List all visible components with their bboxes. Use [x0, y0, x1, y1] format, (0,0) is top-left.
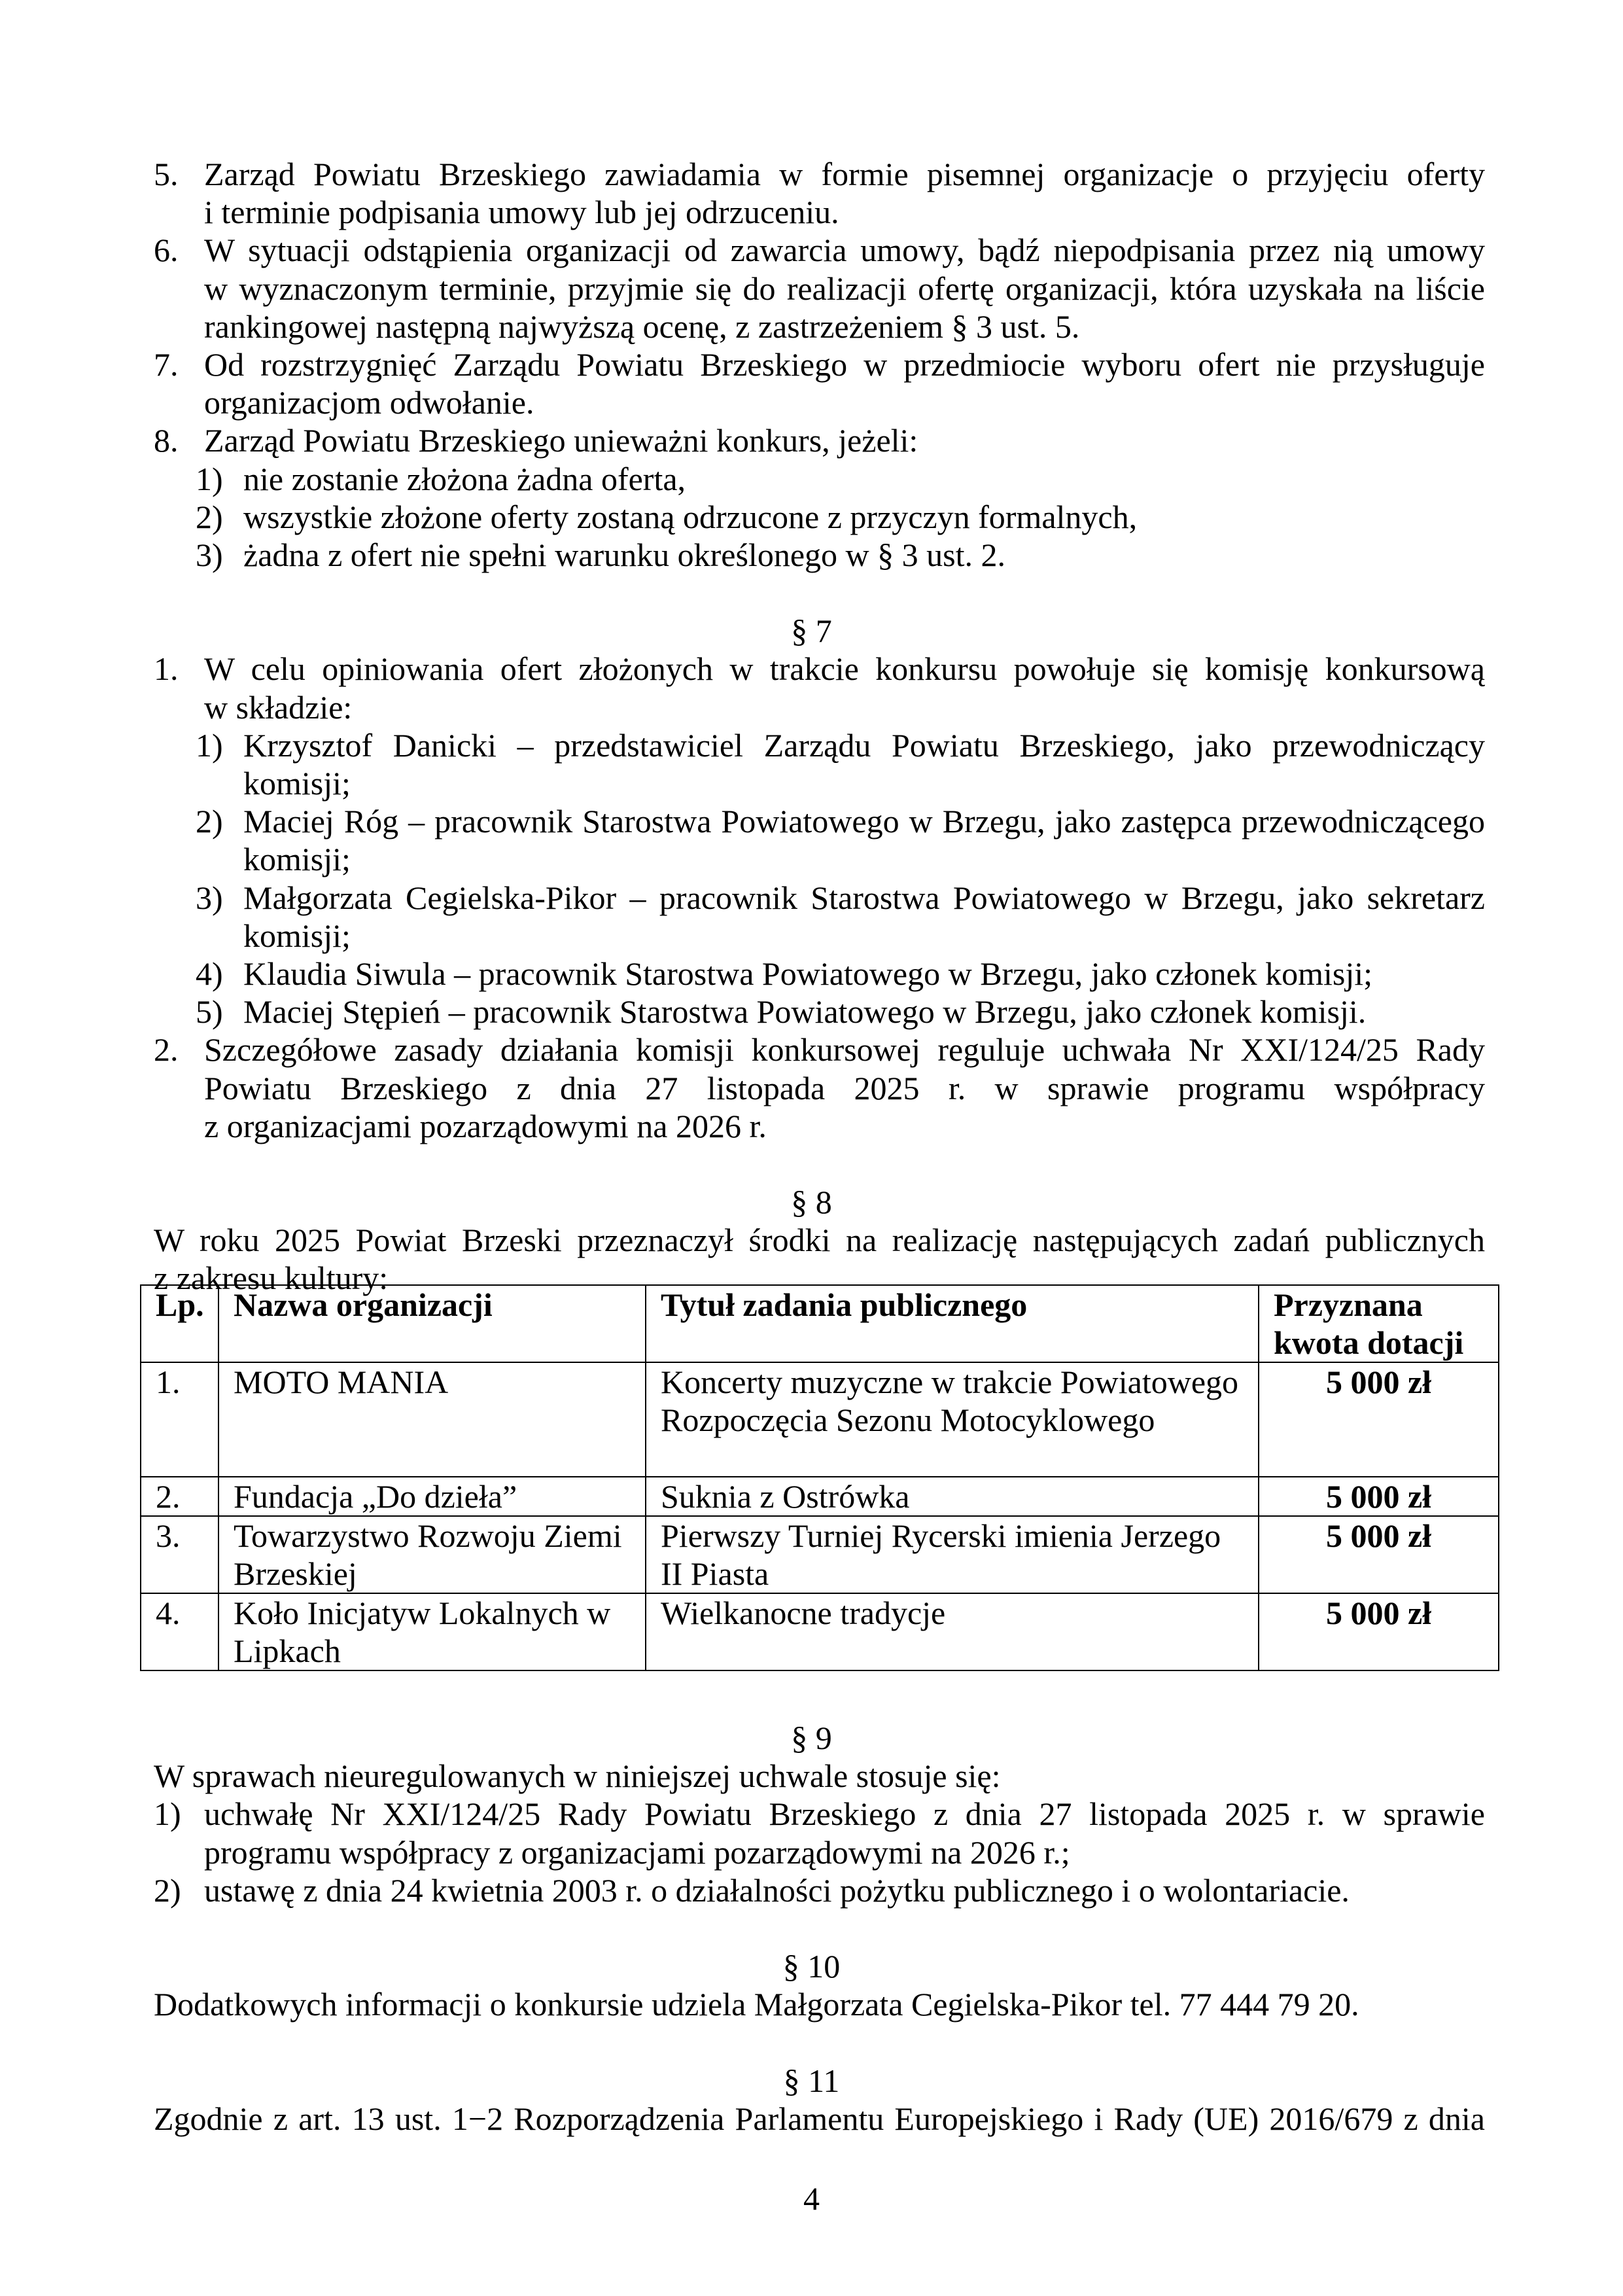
cell-task: Pierwszy Turniej Rycerski imienia Jerzego II Piasta — [646, 1516, 1259, 1593]
cell-task: Koncerty muzyczne w trakcie Powiatowego Rozpoczęcia Sezonu Motocyklowego — [646, 1362, 1259, 1477]
sub-number: 3) — [196, 536, 223, 573]
cell-org: Koło Inicjatyw Lokalnych w Lipkach — [218, 1593, 646, 1670]
sub-text: Maciej Stępień – pracownik Starostwa Powiatowego w Brzegu, jako członek komisji. — [243, 993, 1367, 1031]
sub-number: 2) — [196, 803, 223, 840]
list-text-cont — [0, 270, 1623, 308]
list-item-1 — [0, 650, 1623, 688]
sub-text: Małgorzata Cegielska-Pikor – pracownik Starostwa Powiatowego w Brzegu, jako sekretarz — [243, 879, 1485, 916]
sub-item-1 — [0, 460, 1623, 498]
cell-org: Fundacja „Do dzieła” — [218, 1477, 646, 1516]
list-number: 7. — [154, 345, 179, 383]
sub-number: 4) — [196, 955, 223, 992]
header-grant-amount: Przyznana kwota dotacji — [1259, 1285, 1499, 1362]
cell-lp: 2. — [141, 1477, 218, 1516]
cell-amount: 5 000 zł — [1259, 1593, 1499, 1670]
list-text: i terminie podpisania umowy lub jej odrzuceniu. — [204, 194, 839, 231]
sub-text: Klaudia Siwula – pracownik Starostwa Powiatowego w Brzegu, jako członek komisji; — [243, 955, 1373, 992]
sub-number: 2) — [196, 498, 223, 535]
list-text: W celu opiniowania ofert złożonych w trakcie konkursu powołuje się komisję konkursową — [204, 650, 1485, 688]
page-number: 4 — [803, 2180, 820, 2217]
list-text-cont — [0, 383, 1623, 421]
table-row — [141, 1516, 1499, 1593]
member-item-3 — [0, 879, 1623, 917]
sub-text: żadna z ofert nie spełni warunku określonego w § 3 ust. 2. — [243, 536, 1005, 573]
sub-number: 1) — [196, 726, 223, 764]
paragraph-line — [0, 1757, 1623, 1795]
paragraph-text: Dodatkowych informacji o konkursie udziela Małgorzata Cegielska-Pikor tel. 77 444 79 20. — [154, 1986, 1359, 2023]
table-header-row — [141, 1285, 1499, 1362]
section-heading-10 — [0, 1947, 1623, 1985]
paragraph-text: Zgodnie z art. 13 ust. 1−2 Rozporządzenia Parlamentu Europejskiego i Rady (UE) 2016/679 z dnia — [154, 2100, 1485, 2137]
blank-line — [0, 2024, 1623, 2062]
section-heading-text: § 11 — [783, 2062, 840, 2099]
section-heading-text: § 7 — [791, 612, 832, 650]
section-heading-text: § 8 — [791, 1184, 832, 1221]
list-item-6 — [0, 231, 1623, 269]
header-task-title: Tytuł zadania publicznego — [646, 1285, 1259, 1362]
cell-lp: 1. — [141, 1362, 218, 1477]
paragraph-text: W sprawach nieuregulowanych w niniejszej uchwale stosuje się: — [154, 1757, 1001, 1795]
list-text: Powiatu Brzeskiego z dnia 27 listopada 2025 r. w sprawie programu współpracy — [204, 1069, 1485, 1106]
blank-line — [0, 574, 1623, 612]
blank-line — [0, 1909, 1623, 1947]
list-text: programu współpracy z organizacjami pozarządowymi na 2026 r.; — [204, 1833, 1070, 1871]
header-org-name: Nazwa organizacji — [218, 1285, 646, 1362]
cell-amount: 5 000 zł — [1259, 1477, 1499, 1516]
cell-amount: 5 000 zł — [1259, 1362, 1499, 1477]
member-item-2 — [0, 802, 1623, 840]
sub-text: wszystkie złożone oferty zostaną odrzucone z przyczyn formalnych, — [243, 498, 1138, 535]
sub-item-2 — [0, 498, 1623, 536]
list-text: z organizacjami pozarządowymi na 2026 r. — [204, 1107, 767, 1144]
list-text-cont — [0, 308, 1623, 345]
list-item-8 — [0, 421, 1623, 459]
sub-text: nie zostanie złożona żadna oferta, — [243, 460, 686, 497]
sub-text-cont — [0, 840, 1623, 878]
member-item-1 — [0, 726, 1623, 764]
paragraph-text: z zakresu kultury: — [154, 1260, 389, 1297]
sub-number: 5) — [196, 993, 223, 1031]
list-text: Zarząd Powiatu Brzeskiego unieważni konkurs, jeżeli: — [204, 422, 918, 459]
list-number: 6. — [154, 232, 179, 269]
document-body-top — [0, 155, 1623, 1298]
cell-lp: 4. — [141, 1593, 218, 1670]
section-heading-9 — [0, 1719, 1623, 1757]
cell-amount: 5 000 zł — [1259, 1516, 1499, 1593]
list-text: Od rozstrzygnięć Zarządu Powiatu Brzeskiego w przedmiocie wyboru ofert nie przysługuje — [204, 345, 1485, 383]
blank-line — [0, 1145, 1623, 1183]
section-heading-7 — [0, 612, 1623, 650]
grants-table — [140, 1284, 1499, 1671]
list-number: 1) — [154, 1795, 181, 1833]
table-row — [141, 1593, 1499, 1670]
sub-text-cont — [0, 764, 1623, 802]
section-heading-text: § 10 — [782, 1948, 841, 1985]
sub-item-3 — [0, 536, 1623, 574]
list-text: w wyznaczonym terminie, przyjmie się do realizacji ofertę organizacji, która uzyskała na liście — [204, 270, 1485, 307]
sub-text: komisji; — [243, 917, 351, 954]
table-row — [141, 1477, 1499, 1516]
list-text: w składzie: — [204, 688, 353, 726]
sub-text-cont — [0, 917, 1623, 955]
list-text: uchwałę Nr XXI/124/25 Rady Powiatu Brzeskiego z dnia 27 listopada 2025 r. w sprawie — [204, 1795, 1485, 1833]
sub-text: Krzysztof Danicki – przedstawiciel Zarządu Powiatu Brzeskiego, jako przewodniczący — [243, 726, 1485, 764]
list-text-cont — [0, 1107, 1623, 1145]
list-number: 2) — [154, 1871, 181, 1909]
list-item-2 — [0, 1031, 1623, 1069]
sub-text: komisji; — [243, 841, 351, 878]
member-item-4 — [0, 955, 1623, 993]
paragraph-line — [0, 1221, 1623, 1259]
list-number: 2. — [154, 1031, 179, 1069]
list-text-cont — [0, 193, 1623, 231]
list-text: W sytuacji odstąpienia organizacji od zawarcia umowy, bądź niepodpisania przez nią umowy — [204, 232, 1485, 269]
list-number: 5. — [154, 156, 179, 192]
sub-number: 1) — [196, 460, 223, 497]
cell-org: Towarzystwo Rozwoju Ziemi Brzeskiej — [218, 1516, 646, 1593]
cell-org: MOTO MANIA — [218, 1362, 646, 1477]
list-number: 8. — [154, 422, 179, 459]
list-text: Zarząd Powiatu Brzeskiego zawiadamia w formie pisemnej organizacje o przyjęciu oferty — [204, 156, 1485, 192]
section-heading-text: § 9 — [791, 1720, 832, 1756]
sub-text: komisji; — [243, 765, 351, 802]
list-item-5 — [0, 155, 1623, 193]
header-lp: Lp. — [141, 1285, 218, 1362]
paragraph-line — [0, 1985, 1623, 2023]
list-text-cont — [0, 1833, 1623, 1871]
sub-number: 3) — [196, 879, 223, 916]
table-row — [141, 1362, 1499, 1477]
member-item-5 — [0, 993, 1623, 1031]
section-heading-8 — [0, 1183, 1623, 1221]
list-item-7 — [0, 345, 1623, 383]
list-number: 1. — [154, 650, 179, 688]
paragraph-line — [0, 2100, 1623, 2138]
list-text: rankingowej następną najwyższą ocenę, z zastrzeżeniem § 3 ust. 5. — [204, 308, 1080, 345]
section-heading-11 — [0, 2062, 1623, 2100]
list-text: Szczegółowe zasady działania komisji konkursowej reguluje uchwała Nr XXI/124/25 Rady — [204, 1031, 1485, 1069]
sub-text: Maciej Róg – pracownik Starostwa Powiatowego w Brzegu, jako zastępca przewodniczącego — [243, 803, 1485, 840]
list-text: organizacjom odwołanie. — [204, 384, 534, 421]
list-text-cont — [0, 688, 1623, 726]
list-text: ustawę z dnia 24 kwietnia 2003 r. o działalności pożytku publicznego i o wolontariacie. — [204, 1871, 1350, 1909]
cell-task: Wielkanocne tradycje — [646, 1593, 1259, 1670]
list-text-cont — [0, 1069, 1623, 1107]
list-item-2 — [0, 1871, 1623, 1909]
document-body-bottom — [0, 1719, 1623, 2138]
cell-lp: 3. — [141, 1516, 218, 1593]
list-item-1 — [0, 1795, 1623, 1833]
cell-task: Suknia z Ostrówka — [646, 1477, 1259, 1516]
paragraph-text: W roku 2025 Powiat Brzeski przeznaczył środki na realizację następujących zadań publicznych — [154, 1222, 1485, 1259]
